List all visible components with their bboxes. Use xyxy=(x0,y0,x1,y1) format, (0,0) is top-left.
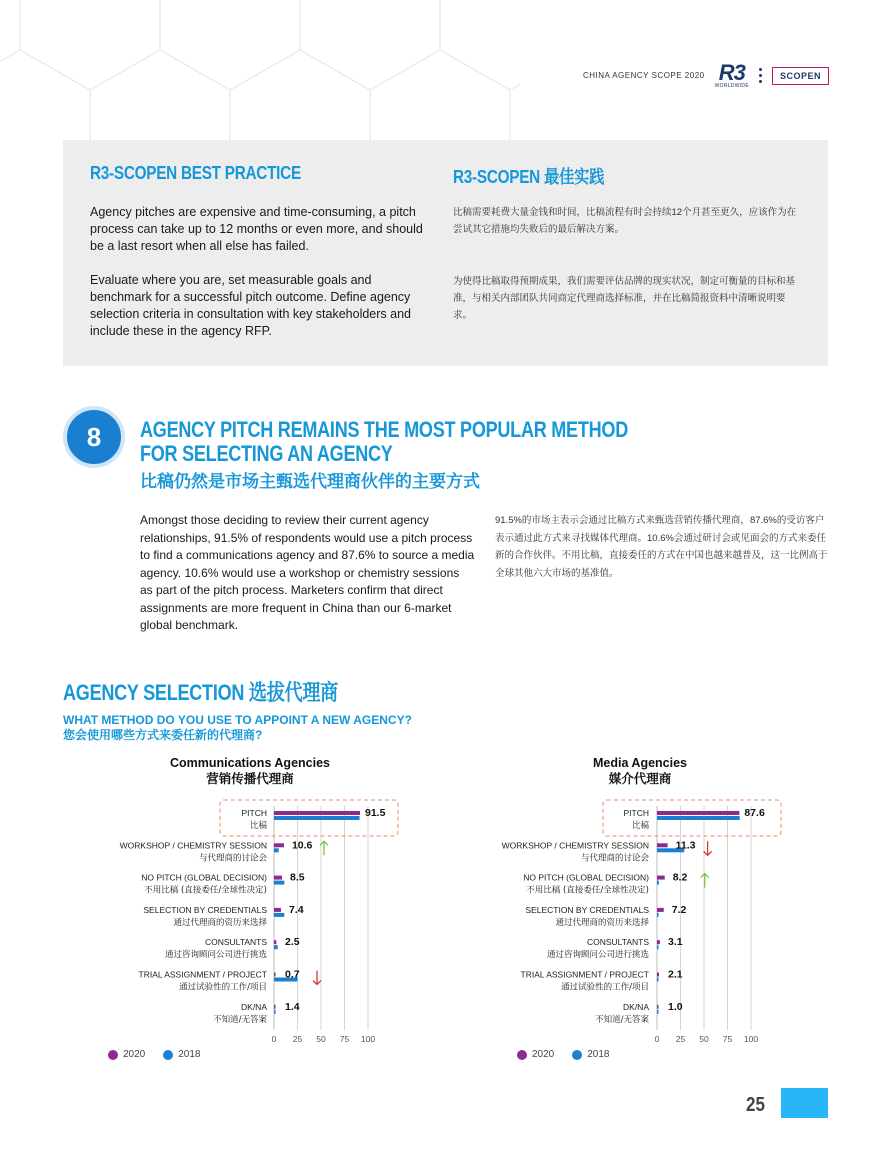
category-label-en: TRIAL ASSIGNMENT / PROJECT xyxy=(520,969,649,980)
bar-2018 xyxy=(657,816,740,820)
scopen-badge: SCOPEN xyxy=(772,67,829,85)
best-practice-title-zh: R3-SCOPEN 最佳实践 xyxy=(453,167,605,187)
best-practice-para1-en: Agency pitches are expensive and time-consuming, a pitch process can take up to 12 months or even more, and should be a last resort when all else has failed. xyxy=(90,205,423,253)
bar-2018 xyxy=(657,978,659,982)
bar-2018 xyxy=(657,1010,659,1014)
category-label-en: NO PITCH (GLOBAL DECISION) xyxy=(141,872,267,883)
data-label: 2.5 xyxy=(285,936,300,949)
category-label-zh: 与代理商的讨论会 xyxy=(198,853,267,864)
category-label-en: SELECTION BY CREDENTIALS xyxy=(525,904,649,915)
chart-title-en: Media Agencies xyxy=(592,756,688,770)
bar-2020 xyxy=(274,843,284,847)
category-label-en: WORKSHOP / CHEMISTRY SESSION xyxy=(119,840,267,851)
bar-2020 xyxy=(657,973,659,977)
section-title-en: AGENCY PITCH REMAINS THE MOST POPULAR METHOD FOR SELECTING AN AGENCY xyxy=(140,417,628,466)
r3-logo-mark: R3 xyxy=(718,60,745,85)
bar-2020 xyxy=(657,876,665,880)
legend-2020-swatch xyxy=(108,1050,118,1060)
r3-logo-sub: WORLDWIDE xyxy=(714,83,749,89)
section-paragraph-en: Amongst those deciding to review their current agency relationships, 91.5% of respondents would use a pitch process to find a communications agency and 87.6% to source a media agency. 10.6% would use a workshop or chemistry sessions as part of the pitch process. Marketers confirm that direct assignments are more frequent in China than our 6-market global benchmark. xyxy=(140,513,475,632)
category-label-zh: 通过咨询顾问公司进行挑选 xyxy=(546,950,649,961)
data-label: 7.2 xyxy=(671,903,687,916)
trend-up-icon xyxy=(701,874,709,888)
category-label-en: DK/NA xyxy=(623,1001,649,1012)
data-label: 2.1 xyxy=(668,968,683,981)
x-tick-label: 100 xyxy=(743,1034,759,1044)
bar-2018 xyxy=(274,1010,276,1014)
data-label: 10.6 xyxy=(291,839,313,852)
category-label-zh: 比稿 xyxy=(631,821,649,831)
best-practice-para1-zh: 比稿需要耗费大量金钱和时间，比稿流程有时会持续12个月甚至更久，应该作为在尝试其它措施均失败后的最后解决方案。 xyxy=(453,207,797,235)
bar-2020 xyxy=(657,940,660,944)
bar-2018 xyxy=(274,848,279,852)
category-label-zh: 通过代理商的资历来选择 xyxy=(555,917,649,928)
x-tick-label: 25 xyxy=(292,1034,303,1044)
data-label: 0.7 xyxy=(285,968,300,981)
bar-2018 xyxy=(274,881,284,885)
x-tick-label: 75 xyxy=(339,1034,350,1044)
best-practice-title-en: R3-SCOPEN BEST PRACTICE xyxy=(90,163,301,183)
bar-2020 xyxy=(274,1005,276,1009)
survey-question-en: WHAT METHOD DO YOU USE TO APPOINT A NEW AGENCY? xyxy=(63,713,412,727)
chart-legend-comms xyxy=(108,1049,201,1060)
legend-2018-swatch xyxy=(163,1050,173,1060)
category-label-zh: 比稿 xyxy=(249,821,267,831)
chart-title-en: Communications Agencies xyxy=(170,756,330,770)
x-tick-label: 100 xyxy=(360,1034,376,1044)
bar-2018 xyxy=(657,913,659,917)
x-tick-label: 25 xyxy=(675,1034,686,1044)
category-label-zh: 通过试验性的工作/项目 xyxy=(561,982,649,993)
section-title-zh: 比稿仍然是市场主甄选代理商伙伴的主要方式 xyxy=(140,472,480,491)
data-label: 87.6 xyxy=(744,807,765,819)
chart-legend-media xyxy=(517,1049,610,1060)
category-label-en: CONSULTANTS xyxy=(204,937,267,948)
bar-2020 xyxy=(274,908,281,912)
section-paragraph-zh: 91.5%的市场主表示会通过比稿方式来甄选营销传播代理商，87.6%的受访客户表示通过此方式来寻找媒体代理商。10.6%会通过研讨会或见面会的方式来委任新的合作伙伴。不用比稿，直接委任的方式在中国也越来越普及，这一比例高于全球其他六大市场的基准值。 xyxy=(495,515,828,579)
bar-2020 xyxy=(274,811,360,815)
chart-title-zh: 媒介代理商 xyxy=(608,771,672,786)
category-label-zh: 通过试验性的工作/项目 xyxy=(179,982,267,993)
chart-title-zh: 营销传播代理商 xyxy=(206,771,294,786)
category-label-en: TRIAL ASSIGNMENT / PROJECT xyxy=(138,969,267,980)
category-label-zh: 不用比稿 (直接委任/全球性决定) xyxy=(144,885,267,896)
legend-2020-label: 2020 xyxy=(532,1049,555,1060)
x-tick-label: 0 xyxy=(654,1034,660,1044)
data-label: 91.5 xyxy=(365,807,386,819)
category-label-en: PITCH xyxy=(241,808,267,818)
data-label: 11.3 xyxy=(675,839,696,852)
bar-2020 xyxy=(657,908,664,912)
category-label-en: SELECTION BY CREDENTIALS xyxy=(143,904,267,915)
agency-selection-title: AGENCY SELECTION 选拔代理商 xyxy=(63,680,338,705)
report-title: CHINA AGENCY SCOPE 2020 xyxy=(582,71,705,80)
category-label-zh: 不知道/无答案 xyxy=(213,1014,267,1025)
category-label-zh: 通过代理商的资历来选择 xyxy=(173,917,267,928)
category-label-en: CONSULTANTS xyxy=(586,937,649,948)
category-label-en: NO PITCH (GLOBAL DECISION) xyxy=(523,872,649,883)
category-label-en: PITCH xyxy=(623,808,649,818)
category-label-zh: 不用比稿 (直接委任/全球性决定) xyxy=(526,885,649,896)
legend-2018-swatch xyxy=(572,1050,582,1060)
category-label-en: WORKSHOP / CHEMISTRY SESSION xyxy=(501,840,649,851)
legend-2020-swatch xyxy=(517,1050,527,1060)
bar-2020 xyxy=(657,843,668,847)
bar-2018 xyxy=(657,881,659,885)
x-tick-label: 0 xyxy=(271,1034,277,1044)
bar-2020 xyxy=(274,973,276,977)
data-label: 1.0 xyxy=(668,1000,683,1013)
category-label-zh: 不知道/无答案 xyxy=(595,1014,649,1025)
bar-2018 xyxy=(657,945,659,949)
category-label-zh: 与代理商的讨论会 xyxy=(580,853,649,864)
bar-2020 xyxy=(657,811,739,815)
best-practice-para2-en: Evaluate where you are, set measurable goals and benchmark for a successful pitch outcome. Define agency selection criteria in consultation with key stakeholders and include these in the agency RFP. xyxy=(90,273,412,338)
page-tab-accent xyxy=(781,1088,828,1118)
bar-2020 xyxy=(657,1005,659,1009)
data-label: 1.4 xyxy=(285,1000,300,1013)
best-practice-para2-zh: 为使得比稿取得预期成果，我们需要评估品牌的现实状况，制定可衡量的目标和基准，与相关内部团队共同商定代理商选择标准，并在比稿简报资料中清晰说明要求。 xyxy=(453,276,796,321)
data-label: 8.2 xyxy=(672,871,688,884)
legend-2018-label: 2018 xyxy=(587,1049,610,1060)
data-label: 7.4 xyxy=(288,903,304,916)
data-label: 3.1 xyxy=(668,936,683,949)
page-number: 25 xyxy=(746,1094,765,1116)
bar-2018 xyxy=(274,816,360,820)
legend-2018-label: 2018 xyxy=(178,1049,201,1060)
survey-question-zh: 您会使用哪些方式来委任新的代理商? xyxy=(63,728,263,742)
category-label-en: DK/NA xyxy=(241,1001,267,1012)
bar-2018 xyxy=(274,945,278,949)
section-number-badge: 8 xyxy=(63,406,125,468)
trend-down-icon xyxy=(704,841,712,855)
x-tick-label: 75 xyxy=(722,1034,733,1044)
trend-down-icon xyxy=(313,971,321,985)
data-label: 8.5 xyxy=(289,871,305,884)
bar-2020 xyxy=(274,876,282,880)
x-tick-label: 50 xyxy=(316,1034,326,1044)
legend-2020-label: 2020 xyxy=(123,1049,146,1060)
x-tick-label: 50 xyxy=(699,1034,709,1044)
bar-2018 xyxy=(274,913,284,917)
bar-2020 xyxy=(274,940,276,944)
category-label-zh: 通过咨询顾问公司进行挑选 xyxy=(164,950,267,961)
